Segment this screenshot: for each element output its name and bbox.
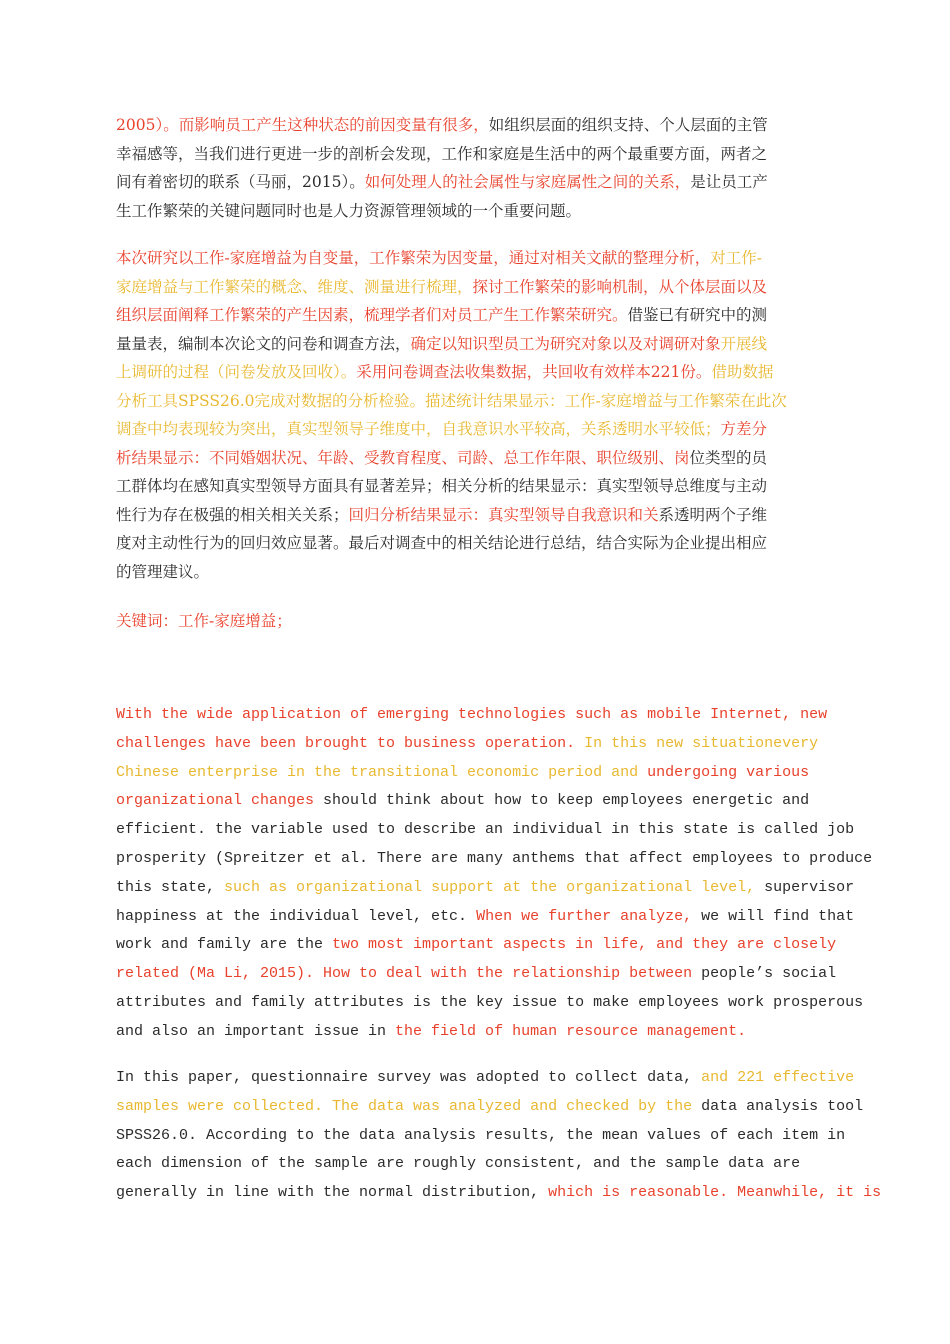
text-segment: this state, [116, 878, 225, 896]
text-segment: 对工作- [710, 249, 762, 267]
text-line [116, 989, 864, 1018]
text-line [116, 701, 846, 730]
text-segment: two most important aspects in life, and they are closely [332, 936, 837, 954]
text-line [116, 330, 836, 359]
text-segment: 是让员工产 [690, 173, 768, 191]
text-segment: such as organizational support at the organizational level, [224, 878, 765, 896]
text-line [116, 111, 836, 140]
text-segment: work and family are the [116, 936, 333, 954]
text-line [116, 960, 846, 989]
text-segment: 生工作繁荣的关键问题同时也是人力资源管理领域的一个重要问题。 [116, 201, 582, 220]
text-segment: In this new situationevery [584, 734, 819, 752]
text-segment: should think about how to keep employees energetic and [323, 792, 810, 810]
text-line [116, 358, 836, 387]
text-segment: attributes and family attributes is the key issue to make employees work prosperous [116, 993, 864, 1011]
text-line [116, 816, 855, 845]
text-segment: 的管理建议。 [116, 562, 210, 581]
text-segment: 工群体均在感知真实型领导方面具有显著差异；相关分析的结果显示：真实型领导总维度与主动 [116, 477, 768, 495]
text-segment: Chinese enterprise in the transitional economic period and [116, 763, 648, 781]
text-line [116, 787, 846, 816]
text-line [116, 1064, 855, 1093]
text-segment: 家庭增益与工作繁荣的概念、维度、测量进行梳理， [116, 277, 473, 296]
text-segment: 上调研的过程（问卷发放及回收）。 [116, 363, 357, 381]
text-segment: 回归分析结果显示：真实型领导自我意识和关 [348, 505, 659, 524]
text-segment: 关键词：工作-家庭增益； [116, 612, 292, 630]
text-line [116, 529, 836, 558]
text-line [116, 387, 836, 416]
text-segment: 采用问卷调查法收集数据，共回收有效样本221份。 [356, 363, 712, 381]
text-segment: challenges have been brought to business operation. [116, 734, 585, 752]
keywords-line [116, 607, 836, 636]
text-segment: and also an important issue in [116, 1022, 396, 1040]
text-segment: related (Ma Li, 2015). How to deal with the relationship between [116, 965, 702, 983]
text-line [116, 301, 836, 330]
text-segment: 探讨工作繁荣的影响机制，从个体层面以及 [472, 277, 768, 296]
text-line [116, 472, 836, 501]
text-segment: 性行为存在极强的相关相关关系； [116, 505, 349, 524]
text-line [116, 558, 836, 587]
text-segment: prosperity (Spreitzer et al. There are many anthems that affect employees to produce [116, 849, 873, 867]
text-segment: 2005）。而影响员工产生这种状态的前因变量有很多， [116, 116, 489, 134]
text-line [116, 1179, 882, 1208]
text-segment: undergoing various [647, 763, 810, 781]
text-line [116, 415, 836, 444]
text-line [116, 1018, 846, 1047]
text-line [116, 931, 846, 960]
text-segment: 度对主动性行为的回归效应显著。最后对调查中的相关结论进行总结，结合实际为企业提出相应 [116, 534, 768, 552]
text-line [116, 501, 836, 530]
text-segment: 如组织层面的组织支持、个人层面的主管 [488, 116, 768, 134]
text-line [116, 759, 846, 788]
text-segment: 分析工具SPSS26.0完成对数据的分析检验。描述统计结果显示：工作-家庭增益与工作繁荣在此次 [116, 391, 787, 410]
text-segment: supervisor [764, 878, 855, 896]
text-segment: 如何处理人的社会属性与家庭属性之间的关系， [364, 173, 691, 191]
text-segment: and 221 effective [701, 1069, 855, 1086]
text-line [116, 1122, 846, 1151]
text-line [116, 168, 836, 197]
text-segment: 借鉴已有研究中的测 [627, 306, 768, 324]
text-segment: we will find that [701, 907, 855, 925]
text-segment: organizational changes [116, 792, 324, 810]
text-segment: 组织层面阐释工作繁荣的产生因素，梳理学者们对员工产生工作繁荣研究。 [116, 306, 628, 324]
text-segment: happiness at the individual level, etc. [116, 907, 477, 925]
text-segment: people’s social [701, 965, 837, 983]
text-segment: SPSS26.0. According to the data analysis results, the mean values of each item in [116, 1126, 846, 1144]
text-line [116, 903, 855, 932]
text-line [116, 140, 836, 169]
text-segment: data analysis tool [701, 1097, 864, 1115]
text-segment: 确定以知识型员工为研究对象以及对调研对象 [410, 334, 721, 353]
text-line [116, 1093, 864, 1122]
chinese-paragraph-2 [116, 244, 836, 586]
english-paragraph-2 [116, 1064, 882, 1208]
text-segment: 方差分 [720, 420, 768, 438]
text-segment: efficient. the variable used to describe an individual in this state is called job [116, 821, 855, 839]
text-segment: 析结果显示：不同婚姻状况、年龄、受教育程度、司龄、总工作年限、职位级别、岗 [116, 448, 690, 467]
text-segment: 开展线 [720, 334, 768, 353]
text-line [116, 1150, 846, 1179]
text-line [116, 730, 846, 759]
text-segment: 位类型的员 [689, 448, 768, 467]
text-segment: When we further analyze, [476, 907, 702, 925]
text-segment: the field of human resource management. [395, 1022, 747, 1040]
text-segment: samples were collected. The data was analyzed and checked by the [116, 1097, 702, 1115]
text-line [116, 273, 836, 302]
text-segment: each dimension of the sample are roughly consistent, and the sample data are [116, 1155, 801, 1173]
text-line [116, 874, 855, 903]
text-segment: 量量表，编制本次论文的问卷和调查方法， [116, 334, 411, 353]
chinese-paragraph-1 [116, 111, 836, 225]
text-segment: With the wide application of emerging technologies such as mobile Internet, new [116, 706, 828, 723]
text-line [116, 244, 836, 273]
text-line [116, 845, 873, 874]
text-segment: 间有着密切的联系（马丽，2015）。 [116, 173, 365, 191]
text-line [116, 197, 836, 226]
text-segment: 借助数据 [711, 363, 774, 381]
text-segment: 幸福感等，当我们进行更进一步的剖析会发现，工作和家庭是生活中的两个最重要方面，两者之 [116, 144, 768, 163]
text-line [116, 444, 836, 473]
english-paragraph-1 [116, 701, 873, 1047]
text-segment: In this paper, questionnaire survey was adopted to collect data, [116, 1069, 702, 1086]
text-segment: generally in line with the normal distribution, [116, 1184, 549, 1202]
text-segment: 本次研究以工作-家庭增益为自变量，工作繁荣为因变量，通过对相关文献的整理分析， [116, 249, 711, 267]
text-segment: 系透明两个子维 [658, 505, 768, 524]
text-segment: which is reasonable. Meanwhile, it is [548, 1184, 882, 1202]
text-segment: 调查中均表现较为突出，真实型领导子维度中，自我意识水平较高，关系透明水平较低； [116, 420, 721, 438]
text-line [116, 607, 836, 636]
